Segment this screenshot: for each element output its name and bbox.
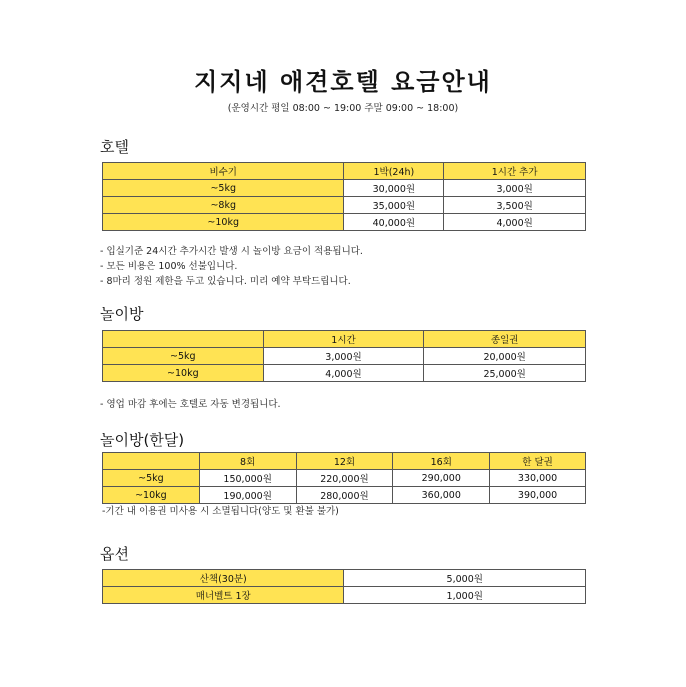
weight-cell: ~10kg bbox=[103, 365, 264, 382]
section-title-monthly: 놀이방(한달) bbox=[100, 431, 185, 449]
price-cell: 5,000원 bbox=[344, 570, 586, 587]
table-header-row bbox=[103, 331, 586, 348]
price-cell: 190,000원 bbox=[199, 487, 296, 504]
price-cell: 4,000원 bbox=[444, 214, 586, 231]
table-row bbox=[103, 587, 586, 604]
note-line: -기간 내 이용권 미사용 시 소멸됩니다(양도 및 환불 불가) bbox=[102, 506, 339, 517]
hotel-notes bbox=[100, 244, 363, 289]
playroom-notes bbox=[100, 397, 281, 412]
price-cell: 280,000원 bbox=[296, 487, 393, 504]
header-cell: 16회 bbox=[393, 453, 490, 470]
note-line: - 8마리 정원 제한을 두고 있습니다. 미리 예약 부탁드립니다. bbox=[100, 276, 351, 287]
option-name-cell: 산책(30분) bbox=[103, 570, 344, 587]
header-cell: 1시간 추가 bbox=[444, 163, 586, 180]
table-row bbox=[103, 470, 586, 487]
table-header-row bbox=[103, 163, 586, 180]
price-cell: 150,000원 bbox=[199, 470, 296, 487]
header-cell: 비수기 bbox=[103, 163, 344, 180]
note-line: - 모든 비용은 100% 선불입니다. bbox=[100, 261, 238, 272]
table-row bbox=[103, 365, 586, 382]
table-row bbox=[103, 570, 586, 587]
header-cell: 종일권 bbox=[424, 331, 586, 348]
price-cell: 30,000원 bbox=[344, 180, 444, 197]
section-title-playroom: 놀이방 bbox=[100, 305, 144, 323]
table-row bbox=[103, 214, 586, 231]
header-cell: 한 달권 bbox=[490, 453, 586, 470]
weight-cell: ~10kg bbox=[103, 487, 200, 504]
weight-cell: ~8kg bbox=[103, 197, 344, 214]
note-line: - 입실기준 24시간 추가시간 발생 시 놀이방 요금이 적용됩니다. bbox=[100, 246, 363, 257]
weight-cell: ~5kg bbox=[103, 348, 264, 365]
monthly-notes bbox=[102, 504, 339, 519]
price-cell: 390,000 bbox=[490, 487, 586, 504]
table-row bbox=[103, 348, 586, 365]
table-header-row bbox=[103, 453, 586, 470]
weight-cell: ~10kg bbox=[103, 214, 344, 231]
price-cell: 3,500원 bbox=[444, 197, 586, 214]
header-cell bbox=[103, 331, 264, 348]
page-title: 지지네 애견호텔 요금안내 bbox=[194, 68, 492, 96]
price-cell: 3,000원 bbox=[444, 180, 586, 197]
price-cell: 330,000 bbox=[490, 470, 586, 487]
price-cell: 35,000원 bbox=[344, 197, 444, 214]
price-cell: 360,000 bbox=[393, 487, 490, 504]
price-cell: 290,000 bbox=[393, 470, 490, 487]
section-title-hotel: 호텔 bbox=[100, 138, 129, 156]
weight-cell: ~5kg bbox=[103, 180, 344, 197]
header-cell: 8회 bbox=[199, 453, 296, 470]
section-title-options: 옵션 bbox=[100, 545, 129, 563]
monthly-price-table bbox=[102, 452, 586, 504]
price-cell: 20,000원 bbox=[424, 348, 586, 365]
price-cell: 220,000원 bbox=[296, 470, 393, 487]
options-price-table bbox=[102, 569, 586, 604]
header-cell bbox=[103, 453, 200, 470]
playroom-price-table bbox=[102, 330, 586, 382]
header-cell: 12회 bbox=[296, 453, 393, 470]
note-line: - 영업 마감 후에는 호텔로 자동 변경됩니다. bbox=[100, 399, 281, 410]
table-row bbox=[103, 197, 586, 214]
table-row bbox=[103, 487, 586, 504]
price-cell: 40,000원 bbox=[344, 214, 444, 231]
weight-cell: ~5kg bbox=[103, 470, 200, 487]
price-cell: 3,000원 bbox=[263, 348, 424, 365]
table-row bbox=[103, 180, 586, 197]
price-cell: 1,000원 bbox=[344, 587, 586, 604]
price-cell: 25,000원 bbox=[424, 365, 586, 382]
page-subtitle: (운영시간 평일 08:00 ~ 19:00 주말 09:00 ~ 18:00) bbox=[227, 103, 459, 114]
price-cell: 4,000원 bbox=[263, 365, 424, 382]
header-cell: 1박(24h) bbox=[344, 163, 444, 180]
option-name-cell: 매너벨트 1장 bbox=[103, 587, 344, 604]
hotel-price-table bbox=[102, 162, 586, 231]
header-cell: 1시간 bbox=[263, 331, 424, 348]
